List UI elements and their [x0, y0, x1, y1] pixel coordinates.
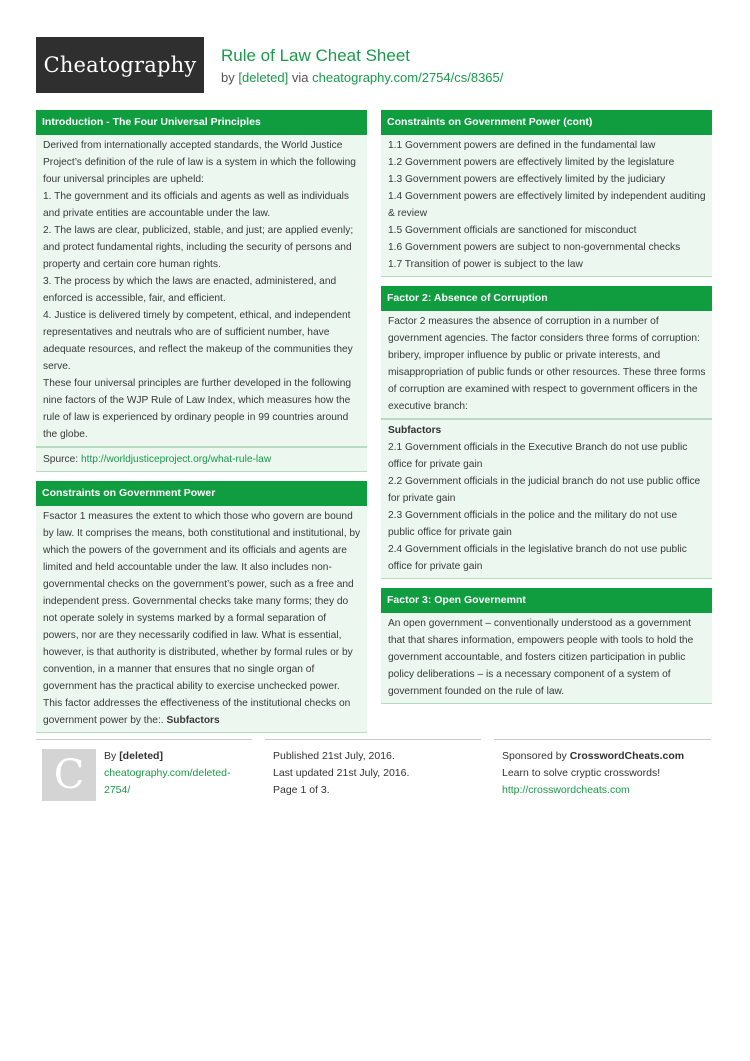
section-body: [381, 311, 712, 419]
page-number: Page 1 of 3.: [273, 784, 330, 796]
sheet-url-link[interactable]: cheatography.com/2754/cs/8365/: [312, 70, 504, 85]
right-column: [381, 110, 712, 713]
list-item: 2.4 Government officials in the legislative branch do not use public office for private gain: [388, 544, 687, 572]
list-item: 1.2 Government powers are effectively limited by the legislature: [388, 157, 675, 168]
list-item: 1.6 Government powers are subject to non-governmental checks: [388, 242, 681, 253]
section-body: [36, 135, 367, 447]
section-body: [381, 135, 712, 277]
section-title: Factor 3: Open Governemnt: [381, 588, 712, 613]
footer-author-link[interactable]: cheatography.com/deleted-2754/: [104, 767, 231, 796]
avatar-letter: C: [53, 752, 85, 798]
footer-author-col: [104, 748, 244, 799]
constraints-cont-section: [381, 110, 712, 277]
paragraph: Derived from internationally accepted standards, the World Justice Project’s definition of the rule of law is a system in which the following four universal principles are upheld:: [43, 140, 356, 185]
paragraph: These four universal principles are further developed in the following nine factors of the WJP Rule of Law Index, which measures how the rule of law is experienced by ordinary people in 99 countries around the globe.: [43, 378, 352, 440]
paragraph: 2. The laws are clear, publicized, stable, and just; are applied evenly; and protect fundamental rights, including the security of persons and property and certain core human rights.: [43, 225, 354, 270]
source-label: Spurce:: [43, 454, 79, 465]
open-government-section: [381, 588, 712, 704]
constraints-text: Fsactor 1 measures the extent to which those who govern are bound by law. It comprises the means, both constitutional and institutional, by which the powers of the government and its officials and agents are limited and held accountable under the law. It also includes non-governmental checks on the government’s power, such as a free and independent press. Governmental checks take many forms; they do not operate solely in systems marked by a formal separation of powers, nor are they necessarily codified in law. What is essential, however, is that authority is distributed, whether by formal rules or by convention, in a manner that ensures that no single organ of government has the practical ability to exercise unchecked power. This factor addresses the effectiveness of the institutional checks on government power by the:.: [43, 511, 361, 726]
footer-author-line: [104, 748, 244, 765]
sponsor-name: CrosswordCheats.com: [569, 750, 685, 762]
list-item: 1.3 Government powers are effectively limited by the judiciary: [388, 174, 666, 185]
footer-divider: [265, 739, 481, 740]
paragraph: 3. The process by which the laws are enacted, administered, and enforced is accessible, fair, and efficient.: [43, 276, 337, 304]
list-item: 2.3 Government officials in the police and the military do not use public office for private gain: [388, 510, 678, 538]
list-item: 1.7 Transition of power is subject to the law: [388, 259, 583, 270]
list-item: 1.1 Government powers are defined in the fundamental law: [388, 140, 656, 151]
byline: [221, 70, 503, 85]
by-label: By: [104, 750, 117, 762]
section-body: [36, 506, 367, 733]
title-block: [221, 45, 503, 85]
sponsor-link[interactable]: http://crosswordcheats.com: [502, 784, 630, 796]
cheatography-logo[interactable]: [36, 37, 204, 93]
section-body: [381, 613, 712, 704]
by-label: by: [221, 70, 235, 85]
sponsor-line: [502, 748, 711, 765]
updated-date: Last updated 21st July, 2016.: [273, 767, 410, 779]
source-link[interactable]: http://worldjusticeproject.org/what-rule-law: [80, 454, 272, 465]
footer-dates-col: [273, 748, 473, 799]
author-link[interactable]: [deleted]: [238, 70, 289, 85]
avatar: [42, 749, 96, 801]
corruption-section: [381, 286, 712, 579]
section-title: Introduction - The Four Universal Principles: [36, 110, 367, 135]
footer-sponsor-col: [502, 748, 711, 799]
paragraph: Factor 2 measures the absence of corruption in a number of government agencies. The factor considers three forms of corruption: bribery, improper influence by public or private interests, and misappropriation of public funds or other resources. These three forms of corruption are examined with respect to government officers in the executive branch:: [388, 316, 706, 412]
constraints-section: [36, 481, 367, 733]
sponsored-by-label: Sponsored by: [502, 750, 567, 762]
paragraph: An open government – conventionally understood as a government that that shares information, empowers people with tools to hold the government accountable, and fosters citizen participation in public policy deliberations – is a necessary component of a system of government founded on the rule of law.: [388, 618, 694, 697]
sponsor-tagline: Learn to solve cryptic crosswords!: [502, 767, 661, 779]
source-row: [36, 447, 367, 472]
logo-text: Cheatography: [43, 53, 197, 77]
subfactors-label: Subfactors: [388, 425, 442, 436]
section-title: Factor 2: Absence of Corruption: [381, 286, 712, 311]
via-label: via: [291, 70, 309, 85]
page-title: Rule of Law Cheat Sheet: [221, 46, 411, 65]
paragraph: 1. The government and its officials and agents as well as individuals and private entities are accountable under the law.: [43, 191, 349, 219]
paragraph: [43, 508, 361, 729]
footer-divider: [36, 739, 252, 740]
list-item: 1.5 Government officials are sanctioned for misconduct: [388, 225, 637, 236]
intro-section: [36, 110, 367, 472]
subfactors-label: Subfactors: [166, 715, 220, 726]
left-column: [36, 110, 367, 742]
section-title: Constraints on Government Power (cont): [381, 110, 712, 135]
subfactors-block: [381, 419, 712, 579]
section-title: Constraints on Government Power: [36, 481, 367, 506]
footer: [36, 739, 711, 809]
paragraph: 4. Justice is delivered timely by competent, ethical, and independent representatives and neutrals who are of sufficient number, have adequate resources, and reflect the makeup of the communities they serve.: [43, 310, 353, 372]
footer-author: [deleted]: [119, 750, 163, 762]
list-item: 2.1 Government officials in the Executive Branch do not use public office for private gain: [388, 442, 688, 470]
published-date: Published 21st July, 2016.: [273, 750, 395, 762]
list-item: 1.4 Government powers are effectively limited by independent auditing & review: [388, 191, 706, 219]
footer-divider: [494, 739, 711, 740]
list-item: 2.2 Government officials in the judicial branch do not use public office for private gain: [388, 476, 701, 504]
